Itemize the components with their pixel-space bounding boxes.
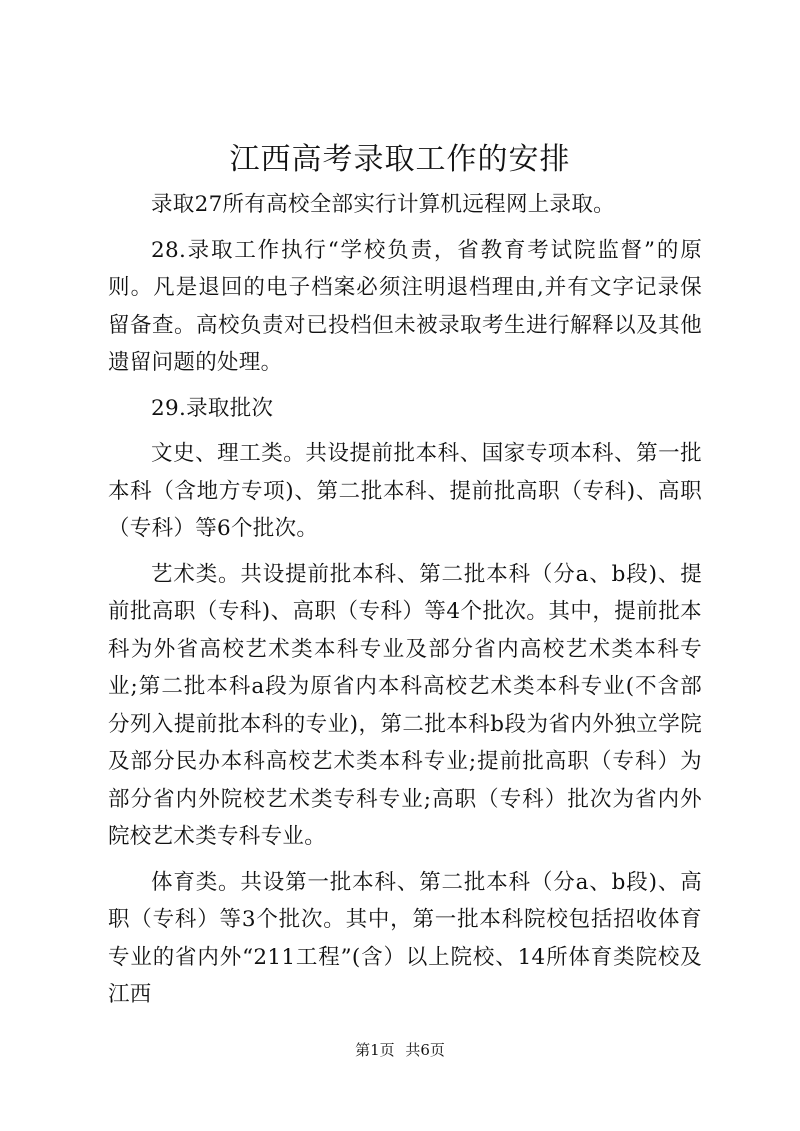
paragraph-1: 录取27所有高校全部实行计算机远程网上录取。	[151, 192, 615, 217]
document-body	[108, 186, 702, 1022]
paragraph-6: 体育类。共设第一批本科、第二批本科（分a、b段)、高职（专科）等3个批次。其中，第一批本科院校包括招收体育专业的省内外“211工程”(含）以上院校、14所体育类院校及江西	[108, 869, 702, 1007]
document-title: 江西高考录取工作的安排	[229, 142, 571, 177]
page-number: 第1页	[355, 1041, 395, 1059]
page-total: 共6页	[405, 1041, 445, 1059]
paragraph-3: 29.录取批次	[151, 395, 274, 421]
page-footer	[0, 1040, 800, 1060]
paragraph-4: 文史、理工类。共设提前批本科、国家专项本科、第一批本科（含地方专项)、第二批本科、提前批高职（专科)、高职（专科）等6个批次。	[108, 441, 702, 541]
paragraph-5: 艺术类。共设提前批本科、第二批本科（分a、b段)、提前批高职（专科)、高职（专科）等4个批次。其中，提前批本科为外省高校艺术类本科专业及部分省内高校艺术类本科专业;第二批本科a段为原省内本科高校艺术类本科专业(不含部分列入提前批本科的专业)，第二批本科b段为省内外独立学院及部分民办本科高校艺术类本科专业;提前批高职（专科）为部分省内外院校艺术类专科专业;高职（专科）批次为省内外院校艺术类专科专业。	[108, 561, 702, 849]
paragraph-2: 28.录取工作执行“学校负责，省教育考试院监督”的原则。凡是退回的电子档案必须注明退档理由,并有文字记录保留备查。高校负责对已投档但未被录取考生进行解释以及其他遗留问题的处理。	[108, 237, 702, 375]
